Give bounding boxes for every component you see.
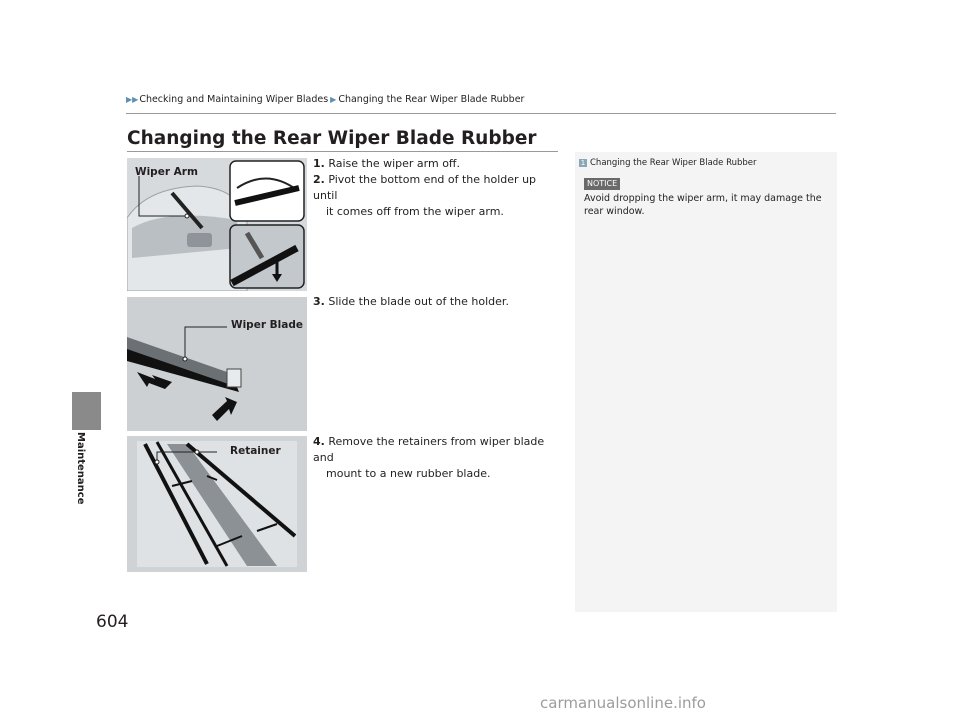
breadcrumb-section[interactable]: Checking and Maintaining Wiper Blades: [139, 94, 329, 105]
figure-retainer: [127, 436, 307, 572]
page-title: Changing the Rear Wiper Blade Rubber: [127, 128, 537, 149]
arrow-icon: ▶: [330, 95, 337, 104]
breadcrumb: [126, 94, 524, 106]
note-marker-icon: 1: [580, 159, 586, 167]
watermark: carmanualsonline.info: [540, 694, 706, 712]
section-tab-marker: [72, 392, 101, 430]
section-tab-label: Maintenance: [75, 432, 86, 505]
header-divider: [126, 113, 836, 114]
double-arrow-icon: ▶▶: [126, 95, 139, 104]
figure-wiper-arm: [127, 158, 307, 291]
step-2: 2. Pivot the bottom end of the holder up until it comes off from the wiper arm.: [313, 173, 537, 218]
step-3: 3. Slide the blade out of the holder.: [313, 295, 509, 308]
breadcrumb-current: Changing the Rear Wiper Blade Rubber: [338, 94, 525, 105]
wiper-blade-illustration: [127, 297, 307, 431]
note-panel: [575, 152, 837, 612]
figure-wiper-blade: [127, 297, 307, 431]
page-number: 604: [96, 612, 129, 632]
step-4: 4. Remove the retainers from wiper blade and mount to a new rubber blade.: [313, 435, 545, 480]
note-header: 1 Changing the Rear Wiper Blade Rubber: [580, 158, 757, 168]
note-text: Avoid dropping the wiper arm, it may damage the rear window.: [584, 193, 822, 217]
notice-badge: NOTICE: [584, 178, 620, 190]
retainer-label: Retainer: [230, 445, 281, 457]
wiper-blade-label: Wiper Blade: [231, 319, 303, 331]
title-divider: [127, 151, 558, 152]
step-1: 1. Raise the wiper arm off.: [313, 157, 460, 170]
wiper-arm-label: Wiper Arm: [135, 166, 198, 178]
